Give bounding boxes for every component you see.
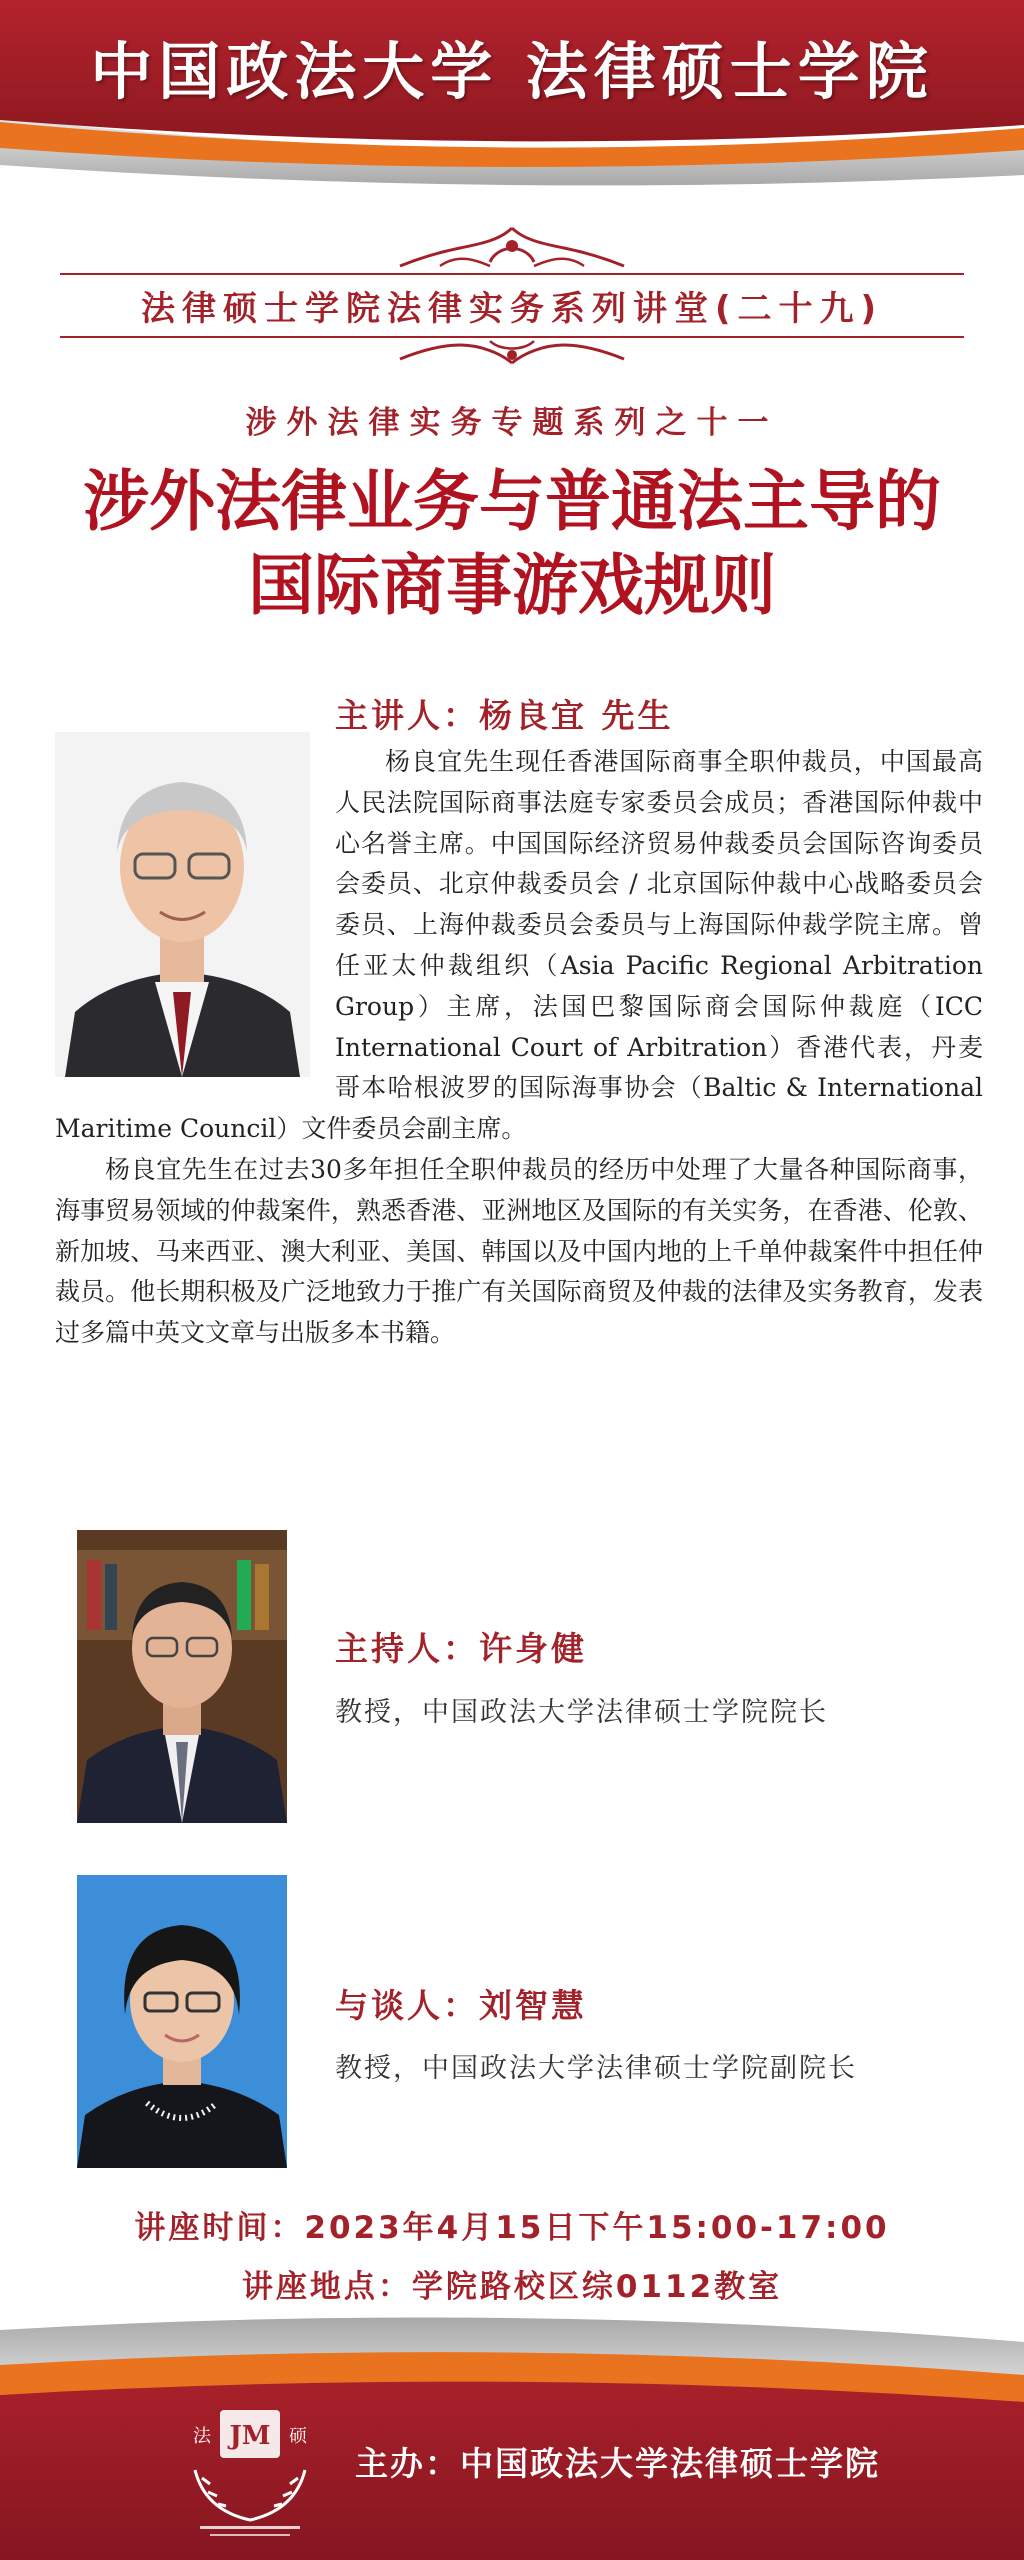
host-label: 主持人：许身健	[335, 1629, 587, 1668]
discussant-desc: 教授，中国政法大学法律硕士学院副院长	[335, 2053, 857, 2084]
ornament-top-icon	[380, 222, 644, 272]
discussant-label: 与谈人：刘智慧	[335, 1986, 587, 2025]
ornament-bottom-icon	[390, 333, 634, 373]
bio-photo-spacer	[55, 742, 335, 1072]
lecture-title-line1: 涉外法律业务与普通法主导的	[83, 463, 941, 540]
lecture-title-line2: 国际商事游戏规则	[248, 547, 776, 624]
subseries-title: 涉外法律实务专题系列之十一	[245, 405, 779, 441]
svg-text:法: 法	[193, 2426, 211, 2447]
speaker-bio-para2: 杨良宜先生在过去30多年担任全职仲裁员的经历中处理了大量各种国际商事，海事贸易领域的仲裁案件，熟悉香港、亚洲地区及国际的有关实务，在香港、伦敦、新加坡、马来西亚、澳大利亚、美国、韩国以及中国内地的上千单仲裁案件中担任仲裁员。他长期积极及广泛地致力于推广有关国际商贸及仲裁的法律及实务教育，发表过多篇中英文文章与出版多本书籍。	[55, 1154, 983, 1348]
svg-text:硕: 硕	[289, 2426, 307, 2447]
host-desc: 教授，中国政法大学法律硕士学院院长	[335, 1697, 828, 1728]
footer-banner-graphic	[0, 2310, 1024, 2560]
event-time: 讲座时间：2023年4月15日下午15:00-17:00	[134, 2210, 890, 2246]
lecture-title	[0, 460, 1024, 628]
school-logo-icon	[180, 2400, 320, 2550]
event-place: 讲座地点：学院路校区综0112教室	[241, 2269, 783, 2305]
speaker-label: 主讲人：杨良宜 先生	[335, 696, 674, 735]
series-title: 法律硕士学院法律实务系列讲堂(二十九)	[140, 289, 884, 329]
host-portrait-icon	[77, 1530, 287, 1823]
discussant-portrait-icon	[77, 1875, 287, 2168]
divider-top	[60, 273, 964, 275]
footer-banner	[0, 2310, 1024, 2560]
speaker-bio	[55, 742, 983, 1354]
host-photo	[77, 1530, 287, 1823]
svg-text:JM: JM	[229, 2421, 271, 2451]
school-title: 中国政法大学 法律硕士学院	[90, 35, 934, 108]
organizer: 主办：中国政法大学法律硕士学院	[355, 2444, 880, 2483]
discussant-photo	[77, 1875, 287, 2168]
speaker-bio-para1: 杨良宜先生现任香港国际商事全职仲裁员，中国最高人民法院国际商事法庭专家委员会成员；香港国际仲裁中心名誉主席。中国国际经济贸易仲裁委员会国际咨询委员会委员、北京仲裁委员会 / 北京国际仲裁中心战略委员会委员、上海仲裁委员会委员与上海国际仲裁学院主席。曾任亚太仲裁组织（Asia Pacific Regional Arbitration Group）主席，法国巴黎国际商会国际仲裁庭（ICC International Court of Arbitration）香港代表，丹麦哥本哈根波罗的国际海事协会（Baltic & International Maritime Council）文件委员会副主席。	[55, 747, 983, 1144]
